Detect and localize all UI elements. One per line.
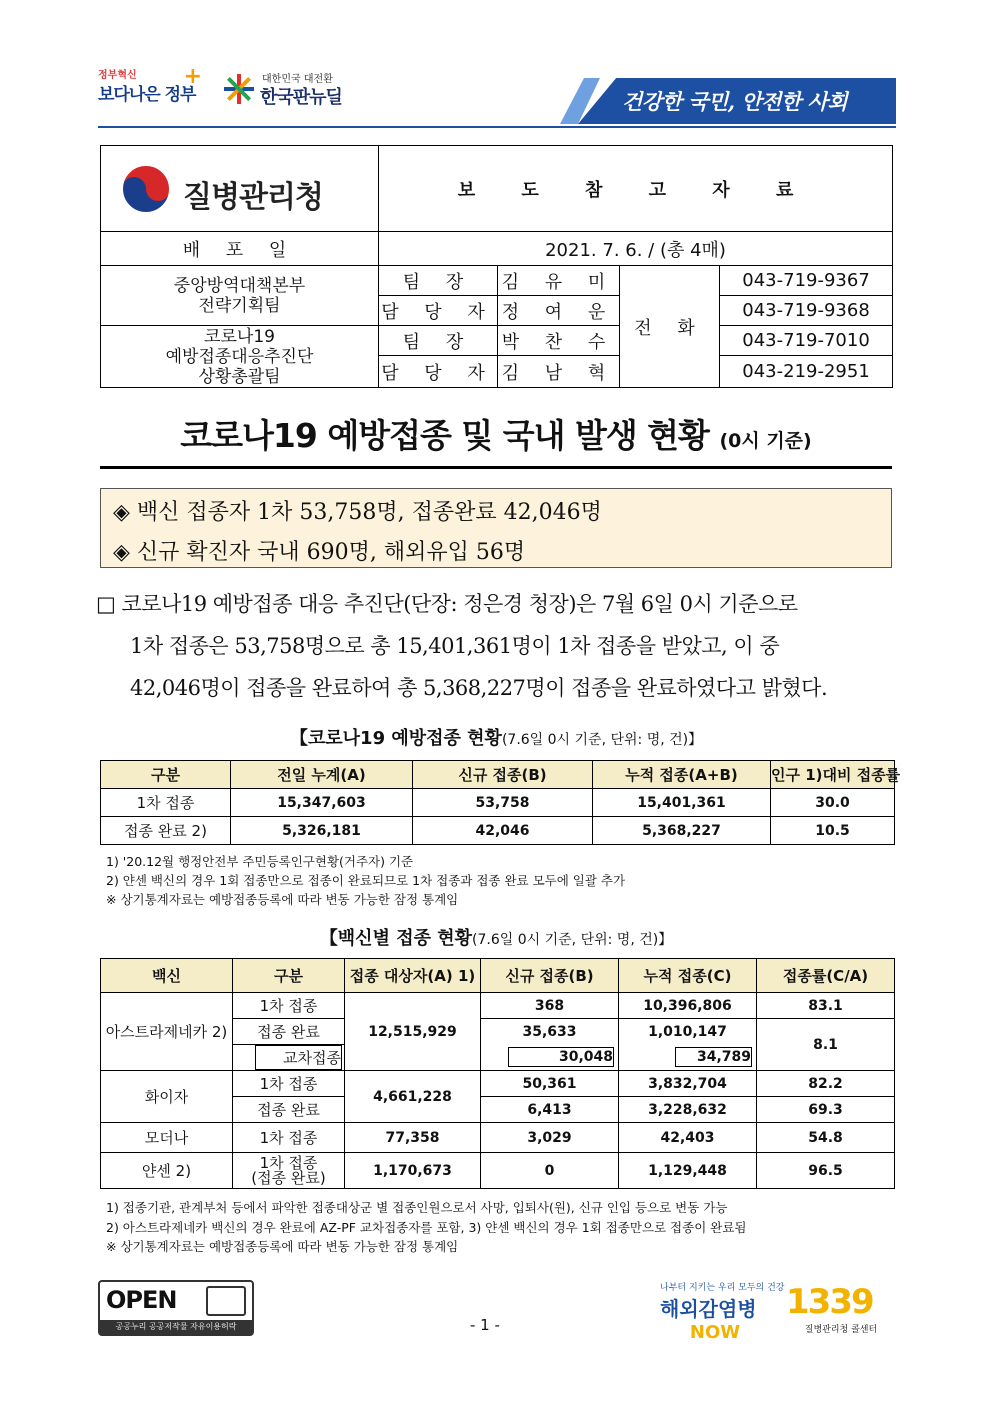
logo2-small-text: 대한민국 대전환	[262, 74, 333, 85]
table-header: 누적 접종(C)	[619, 959, 757, 993]
table1-note: 1) '20.12월 행정안전부 주민등록인구현황(거주자) 기준	[106, 854, 414, 869]
dept2-cell	[101, 326, 379, 388]
table-header: 구분	[101, 761, 231, 789]
table-header: 백신	[101, 959, 233, 993]
table1-title	[100, 724, 892, 750]
vaccine-name: 아스트라제네카 2)	[101, 993, 233, 1071]
cell-line1: 1차 접종	[259, 1153, 318, 1172]
cell: 15,347,603	[231, 789, 413, 817]
cross-label: 교차접종	[255, 1045, 342, 1070]
table2-title-main: 【백신별 접종 현황	[319, 928, 473, 949]
cell: 1차 접종	[233, 1071, 345, 1097]
logo1-main-text: 보다나은 정부	[98, 85, 196, 105]
contact-name: 김 남 혁	[498, 356, 620, 388]
f1-small: 나부터 지키는 우리 모두의 건강	[660, 1283, 785, 1293]
table-header: 신규 접종(B)	[413, 761, 593, 789]
contact-role: 팀 장	[379, 326, 498, 356]
cell: 3,832,704	[619, 1071, 757, 1097]
summary-line1: ◈ 백신 접종자 1차 53,758명, 접종완료 42,046명	[113, 500, 602, 525]
page-number: - 1 -	[470, 1316, 500, 1334]
summary-box	[100, 488, 892, 568]
cross-value: 30,048	[508, 1047, 614, 1067]
cell: 1차 접종	[101, 789, 231, 817]
cell: 6,413	[481, 1097, 619, 1123]
dept2-line1: 코로나19	[204, 326, 275, 347]
new-deal-star-icon	[222, 72, 256, 106]
table-row	[101, 1071, 895, 1097]
table2-subtitle: (7.6일 0시 기준, 단위: 명, 건)】	[472, 932, 673, 948]
cell: 접종 완료	[233, 1097, 345, 1123]
cell: 35,633	[481, 1019, 619, 1045]
f2-text: 질병관리청 콜센터	[804, 1325, 878, 1335]
cell: 접종 완료	[233, 1019, 345, 1045]
table-row	[101, 817, 895, 845]
contact-phone: 043-719-9368	[720, 296, 893, 326]
dist-label: 배 포 일	[101, 232, 379, 266]
vaccine-name: 모더나	[101, 1123, 233, 1153]
table-row	[101, 1153, 895, 1189]
cross-value: 34,789	[675, 1047, 752, 1067]
table2-note: 2) 아스트라제네카 백신의 경우 완료에 AZ-PF 교차접종자를 포함, 3) 얀센 백신의 경우 1회 접종만으로 접종이 완료됨	[106, 1220, 747, 1235]
dist-value: 2021. 7. 6. / (총 4매)	[379, 232, 893, 266]
slogan-text: 건강한 국민, 안전한 사회	[622, 89, 848, 114]
f1-now: NOW	[689, 1322, 741, 1343]
cell: 3,029	[481, 1123, 619, 1153]
gov-innovation-logo	[98, 66, 206, 110]
cell: 10,396,806	[619, 993, 757, 1019]
cell: 69.3	[757, 1097, 895, 1123]
cell	[619, 1045, 757, 1071]
dept2-line3: 상황총괄팀	[198, 366, 281, 387]
table-header: 구분	[233, 959, 345, 993]
table1-subtitle: (7.6일 0시 기준, 단위: 명, 건)】	[501, 732, 703, 748]
overseas-infection-logo	[660, 1280, 785, 1343]
contact-role: 팀 장	[379, 266, 498, 296]
plus-icon: +	[183, 64, 202, 89]
table2-note: 1) 접종기관, 관계부처 등에서 파악한 접종대상군 별 접종인원으로서 사망, 입퇴사(원), 신규 인입 등으로 변동 가능	[106, 1200, 728, 1215]
contact-phone: 043-719-9367	[720, 266, 893, 296]
agency-name: 질병관리청	[183, 180, 323, 215]
contact-phone: 043-219-2951	[720, 356, 893, 388]
dept1-line1: 중앙방역대책본부	[173, 275, 306, 296]
body-line3: 42,046명이 접종을 완료하여 총 5,368,227명이 접종을 완료하였다고 밝혔다.	[130, 676, 828, 700]
table-header: 누적 접종(A+B)	[593, 761, 771, 789]
cell: 5,368,227	[593, 817, 771, 845]
cell: 1,010,147	[619, 1019, 757, 1045]
agency-logo-cell	[101, 146, 379, 232]
vaccine-name: 화이자	[101, 1071, 233, 1123]
cell: 96.5	[757, 1153, 895, 1189]
vaccine-type-table	[100, 958, 895, 1189]
table1-note: 2) 얀센 백신의 경우 1회 접종만으로 접종이 완료되므로 1차 접종과 접종 완료 모두에 일괄 추가	[106, 873, 626, 888]
title-main: 코로나19 예방접종 및 국내 발생 현황	[180, 416, 709, 455]
header-divider	[98, 126, 896, 128]
cell: 77,358	[345, 1123, 481, 1153]
title-suffix: (0시 기준)	[719, 430, 812, 452]
cell: 4,661,228	[345, 1071, 481, 1123]
cell	[481, 1045, 619, 1071]
cell: 1,170,673	[345, 1153, 481, 1189]
table-row	[101, 1123, 895, 1153]
contact-phone: 043-719-7010	[720, 326, 893, 356]
cell	[233, 1045, 345, 1071]
open-license-badge	[98, 1280, 254, 1336]
table1-note: ※ 상기통계자료는 예방접종등록에 따라 변동 가능한 잠정 통계임	[106, 892, 459, 907]
cell: 50,361	[481, 1071, 619, 1097]
page-title	[100, 410, 892, 457]
press-header-table	[100, 145, 893, 388]
cell: 54.8	[757, 1123, 895, 1153]
table-header: 전일 누계(A)	[231, 761, 413, 789]
table-header: 접종 대상자(A) 1)	[345, 959, 481, 993]
contact-name: 김 유 미	[498, 266, 620, 296]
doc-type-title: 보 도 참 고 자 료	[379, 146, 893, 232]
f2-number-text: 1339	[786, 1282, 873, 1322]
open-sub: 공공누리 공공저작물 자유이용허락	[100, 1320, 252, 1334]
table1-title-main: 【코로나19 예방접종 현황	[289, 728, 502, 749]
contact-name: 박 찬 수	[498, 326, 620, 356]
dept1-line2: 전략기획팀	[198, 295, 281, 316]
cell: 1차 접종	[233, 1123, 345, 1153]
cell-line2: (접종 완료)	[251, 1168, 326, 1187]
table2-title	[100, 924, 892, 950]
table-row	[101, 789, 895, 817]
logo1-small-text: 정부혁신	[98, 70, 137, 81]
cell: 1,129,448	[619, 1153, 757, 1189]
call-center-logo	[786, 1282, 896, 1338]
phone-label: 전 화	[620, 266, 720, 388]
f1-main: 해외감염병	[660, 1297, 757, 1321]
contact-role: 담 당 자	[379, 356, 498, 388]
table-header: 신규 접종(B)	[481, 959, 619, 993]
dept2-line2: 예방접종대응추진단	[165, 346, 314, 367]
cell: 3,228,632	[619, 1097, 757, 1123]
taegeuk-emblem-icon	[121, 164, 171, 214]
cell: 42,403	[619, 1123, 757, 1153]
cell: 0	[481, 1153, 619, 1189]
cell: 368	[481, 993, 619, 1019]
table-header: 인구 1)대비 접종률	[771, 761, 895, 789]
table-header: 접종률(C/A)	[757, 959, 895, 993]
contact-name: 정 여 운	[498, 296, 620, 326]
cell: 15,401,361	[593, 789, 771, 817]
attribution-icon	[206, 1286, 246, 1316]
cell: 83.1	[757, 993, 895, 1019]
logo2-main-text: 한국판뉴딜	[260, 87, 342, 108]
cell	[233, 1153, 345, 1189]
cell: 8.1	[757, 1019, 895, 1071]
body-line2: 1차 접종은 53,758명으로 총 15,401,361명이 1차 접종을 받았고, 이 중	[130, 634, 780, 658]
open-label: OPEN	[106, 1286, 177, 1314]
vaccination-status-table	[100, 760, 901, 845]
cell: 10.5	[771, 817, 895, 845]
table2-note: ※ 상기통계자료는 예방접종등록에 따라 변동 가능한 잠정 통계임	[106, 1239, 459, 1254]
cell: 82.2	[757, 1071, 895, 1097]
title-underline	[100, 466, 892, 469]
table-row	[101, 993, 895, 1019]
cell: 1차 접종	[233, 993, 345, 1019]
contact-role: 담 당 자	[379, 296, 498, 326]
summary-line2: ◈ 신규 확진자 국내 690명, 해외유입 56명	[113, 540, 526, 565]
cell: 30.0	[771, 789, 895, 817]
vaccine-name: 얀센 2)	[101, 1153, 233, 1189]
cell: 5,326,181	[231, 817, 413, 845]
f2-number	[786, 1282, 896, 1322]
body-line1: □ 코로나19 예방접종 대응 추진단(단장: 정은경 청장)은 7월 6일 0시 기준으로	[96, 592, 798, 616]
cell: 12,515,929	[345, 993, 481, 1071]
dept1-cell	[101, 266, 379, 326]
cell: 42,046	[413, 817, 593, 845]
cell: 53,758	[413, 789, 593, 817]
cell: 접종 완료 2)	[101, 817, 231, 845]
korean-new-deal-logo	[222, 70, 372, 110]
